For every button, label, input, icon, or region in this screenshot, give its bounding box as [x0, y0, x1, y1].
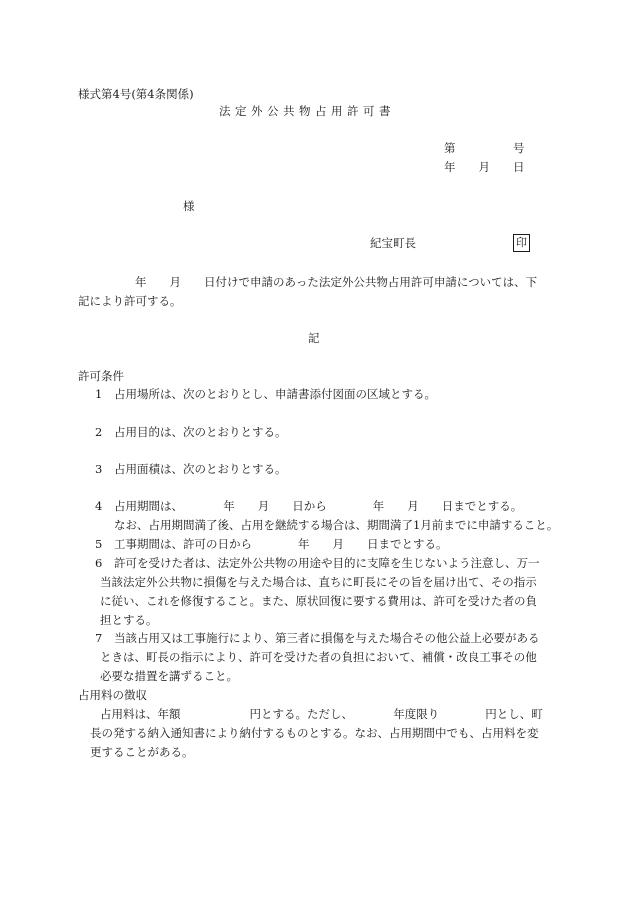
intro-text-line-2: 記により許可する。 — [78, 294, 182, 308]
condition-number: 5 — [95, 537, 103, 551]
seal-mark: 印 — [513, 234, 530, 252]
conditions-heading: 許可条件 — [78, 369, 124, 383]
intro-text-line-1: 年 月 日付けで申請のあった法定外公共物占用許可申請については、下 — [135, 275, 538, 289]
condition-text: 当該法定外公共物に損傷を与えた場合は、直ちに町長にその旨を届け出て、その指示 — [100, 575, 537, 589]
condition-text: 工事期間は、許可の日から 年 月 日までとする。 — [114, 537, 448, 551]
condition-text: 必要な措置を講ずること。 — [100, 669, 238, 683]
ki-heading: 記 — [308, 331, 320, 345]
document-date: 年 月 日 — [444, 160, 525, 174]
issuer-name: 紀宝町長 — [370, 236, 416, 250]
fee-text-line-3: 更することがある。 — [90, 745, 194, 759]
condition-number: 7 — [95, 631, 103, 645]
condition-text: 占用面積は、次のとおりとする。 — [114, 462, 287, 476]
document-number: 第 号 — [444, 141, 525, 155]
condition-text: 許可を受けた者は、法定外公共物の用途や目的に支障を生じないよう注意し、万一 — [114, 556, 540, 570]
condition-text: 占用目的は、次のとおりとする。 — [114, 425, 287, 439]
addressee-label: 様 — [183, 199, 195, 213]
condition-text: 占用期間は、 年 月 日から 年 月 日までとする。 — [114, 499, 523, 513]
fee-text-line-1: 占用料は、年額 円とする。ただし、 年度限り 円とし、町 — [100, 707, 543, 721]
condition-number: 4 — [95, 499, 103, 513]
condition-number: 3 — [95, 462, 103, 476]
condition-text: 担とする。 — [100, 613, 158, 627]
condition-text: 占用場所は、次のとおりとし、申請書添付図面の区域とする。 — [114, 387, 436, 401]
condition-number: 2 — [95, 425, 103, 439]
condition-number: 6 — [95, 556, 103, 570]
condition-text: に従い、これを修復すること。また、原状回復に要する費用は、許可を受けた者の負 — [100, 594, 537, 608]
condition-text: ときは、町長の指示により、許可を受けた者の負担において、補償・改良工事その他 — [100, 650, 537, 664]
condition-text: 当該占用又は工事施行により、第三者に損傷を与えた場合その他公益上必要がある — [114, 631, 540, 645]
fee-text-line-2: 長の発する納入通知書により納付するものとする。なお、占用期間中でも、占用料を変 — [90, 726, 539, 740]
fee-heading: 占用料の徴収 — [78, 688, 147, 702]
condition-text: なお、占用期間満了後、占用を継続する場合は、期間満了1月前までに申請すること。 — [114, 518, 559, 532]
form-number: 様式第4号(第4条関係) — [78, 87, 194, 101]
condition-number: 1 — [95, 387, 103, 401]
document-title: 法定外公共物占用許可書 — [219, 104, 395, 118]
